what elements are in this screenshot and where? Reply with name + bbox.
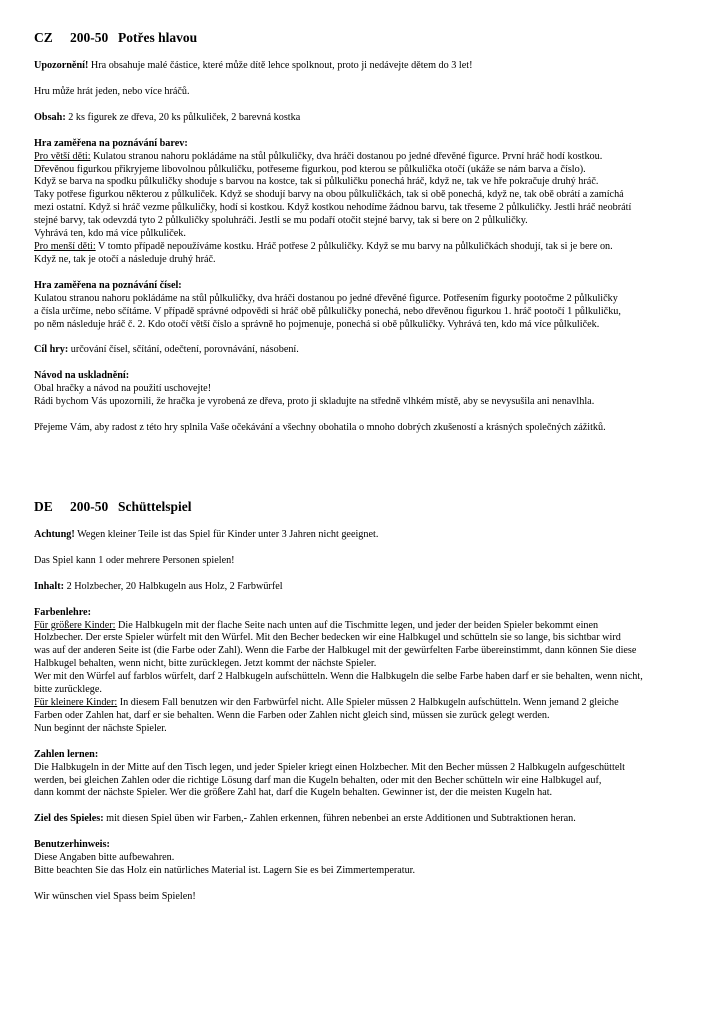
cz-colors-line: Pro větší děti: Kulatou stranou nahoru pokládáme na stůl půlkuličky, dva hráči dostanou po jedné dřevěné figurce. První hráč hodí kostkou. [34,150,603,162]
cz-warning-text: Hra obsahuje malé částice, které může dítě lehce spolknout, proto ji nedávejte dětem do 3 let! [88,60,473,71]
cz-goal-label: Cíl hry: [34,344,69,356]
de-numbers-section [34,749,694,801]
de-storage-heading: Benutzerhinweis: [34,839,110,851]
de-colors-line: Wer mit den Würfel auf farblos würfelt, darf 2 Halbkugeln aufschütteln. Wenn die Halbkugeln die selbe Farbe haben darf er sie behalten, wenn nicht, [34,671,643,683]
cz-colors-heading: Hra zaměřena na poznávání barev: [34,137,188,149]
cz-numbers-line: a čísla určíme, nebo sčítáme. V případě správné odpovědi si hráč obě půlkuličky ponechá, nebo dřevěnou figurkou 1. hráč pootočí 1 půlkuličku, [34,305,621,317]
de-colors-heading: Farbenlehre: [34,606,91,618]
de-older-label: Für größere Kinder: [34,619,116,631]
cz-warning [34,60,694,73]
cz-storage-heading: Návod na uskladnění: [34,370,130,382]
cz-colors-line: Když se barva na spodku půlkuličky shoduje s barvou na kostce, tak si půlkuličku ponechá hráč, když ne, tak ve hře pokračuje druhý hráč. [34,176,599,188]
cz-colors-section [34,138,694,267]
cz-colors-line: stejné barvy, tak odevzdá tyto 2 půlkuličky spoluhráči. Jestli se mu podaří otočit stejné barvy, tak si bere on 2 půlkuličky. [34,215,528,227]
cz-numbers-section [34,280,694,332]
document-page [34,30,694,917]
cz-younger-line: Pro menší děti: V tomto případě nepoužíváme kostku. Hráč potřese 2 půlkuličky. Když se mu barvy na půlkuličkách shodují, tak si je bere on. [34,240,613,252]
de-colors-line: bitte zurücklege. [34,684,102,696]
de-younger-line: Nun beginnt der nächste Spieler. [34,722,167,734]
de-goal [34,813,694,826]
cz-colors-line: Vyhrává ten, kdo má více půlkuliček. [34,228,186,240]
cz-goal-text: určování čísel, sčítání, odečtení, porovnávání, násobení. [68,344,299,356]
de-contents-label: Inhalt: [34,580,65,592]
cz-colors-line: mezi ostatní. Když si hráč vezme půlkuličky, hodí si kostkou. Když kostkou nehodíme žádnou barvu, tak třeseme 2 půlkuličky. Jestli hráč neobrátí [34,202,632,214]
cz-colors-line: Dřevěnou figurkou přikryjeme libovolnou půlkuličku, potřeseme figurkou, pod kterou se půlkulička otočí (ukáže se nám barva a číslo). [34,163,586,175]
cz-storage-line: Obal hračky a návod na použití uschovejte! [34,383,212,395]
de-product-number: 200-50 [70,498,109,514]
cz-closing: Přejeme Vám, aby radost z této hry splnila Vaše očekávání a všechny obohatila o mnoho dobrých zkušeností a krásných společných zážitků. [34,422,606,434]
cz-storage-line: Rádi bychom Vás upozornili, že hračka je vyrobená ze dřeva, proto ji skladujte na středně vlhkém místě, aby se nevysušila ani nenavlhla. [34,396,595,408]
cz-players: Hru může hrát jeden, nebo více hráčů. [34,85,190,97]
de-numbers-line: Die Halbkugeln in der Mitte auf den Tisch legen, und jeder Spieler kriegt einen Holzbecher. Mit den Becher müssen 2 Halbkugeln aufgeschüttelt [34,761,625,773]
cz-product-name: Potřes hlavou [118,30,198,45]
de-goal-label: Ziel des Spieles: [34,813,104,825]
de-colors-line: Für größere Kinder: Die Halbkugeln mit der flache Seite nach unten auf die Tischmitte legen, und jeder der beiden Spieler bekommt einen [34,619,599,631]
de-section-title [34,499,694,515]
section-spacer [34,448,694,499]
cz-numbers-line: Kulatou stranou nahoru pokládáme na stůl půlkuličky, dva hráči dostanou po jedné dřevěné figurce. Potřesením figurky pootočme 2 půlkuličky [34,292,618,304]
de-storage-line: Diese Angaben bitte aufbewahren. [34,852,175,864]
de-warning-text: Wegen kleiner Teile ist das Spiel für Kinder unter 3 Jahren nicht geeignet. [74,528,379,540]
cz-goal [34,344,694,357]
cz-colors-line: Taky potřese figurkou některou z půlkuliček. Když se shodují barvy na obou půlkuličkách, tak si obě ponechá, když ne, tak obě obrátí a zamíchá [34,189,624,201]
cz-product-number: 200-50 [70,30,109,45]
cz-storage-section [34,370,694,409]
cz-numbers-line: po něm následuje hráč č. 2. Kdo otočí větší číslo a správně ho pojmenuje, ponechá si obě půlkuličky. Vyhrává ten, kdo má více půlkuliček. [34,318,600,330]
de-goal-text: mit diesen Spiel üben wir Farben,- Zahlen erkennen, führen nebenbei an erste Additionen und Subtraktionen heran. [103,813,576,825]
de-younger-label: Für kleinere Kinder: [34,697,118,708]
de-colors-line: was auf der anderen Seite ist (die Farbe oder Zahl). Wenn die Farbe der Halbkugel mit der gewürfelten Farbe übereinstimmt, dann können Sie diese [34,645,637,657]
de-product-name: Schüttelspiel [118,498,192,514]
cz-older-label: Pro větší děti: [34,150,91,162]
cz-contents-text: 2 ks figurek ze dřeva, 20 ks půlkuliček, 2 barevná kostka [65,111,301,123]
cz-section [34,30,694,435]
de-warning [34,529,694,542]
cz-contents-label: Obsah: [34,111,66,123]
de-younger-line: Für kleinere Kinder: In diesem Fall benutzen wir den Farbwürfel nicht. Alle Spieler müssen 2 Halbkugeln aufschütteln. Wenn jemand 2 gleiche [34,697,619,708]
cz-language-code: CZ [34,30,53,45]
de-numbers-line: dann kommt der nächste Spieler. Wer die größere Zahl hat, darf die Kugeln behalten. Gewinner ist, der die meisten Kugeln hat. [34,787,553,799]
de-numbers-heading: Zahlen lernen: [34,748,99,760]
de-contents-text: 2 Holzbecher, 20 Halbkugeln aus Holz, 2 Farbwürfel [64,580,283,592]
de-language-code: DE [34,498,53,514]
de-contents [34,581,694,594]
de-closing: Wir wünschen viel Spass beim Spielen! [34,890,196,902]
de-colors-section [34,607,694,736]
de-younger-line: Farben oder Zahlen hat, darf er sie behalten. Wenn die Farben oder Zahlen nicht gleich sind, müssen sie zurück gelegt werden. [34,709,550,721]
cz-contents [34,112,694,125]
de-colors-line: Halbkugel behalten, wenn nicht, bitte zurücklegen. Jetzt kommt der nächste Spieler. [34,658,377,670]
cz-younger-label: Pro menší děti: [34,240,96,252]
cz-numbers-heading: Hra zaměřena na poznávání čísel: [34,279,182,291]
cz-section-title [34,30,694,46]
de-colors-line: Holzbecher. Der erste Spieler würfelt mit den Würfel. Mit den Becher bedecken wir eine Halbkugel und schütteln sie so lange, bis sichtbar wird [34,632,621,644]
de-storage-line: Bitte beachten Sie das Holz ein natürliches Material ist. Lagern Sie es bei Zimmertemperatur. [34,865,416,877]
de-section [34,499,694,904]
de-storage-section [34,839,694,878]
de-numbers-line: werden, bei gleichen Zahlen oder die richtige Lösung darf man die Kugeln behalten, oder mit den Becher schütteln wir eine Halbkugel auf, [34,774,602,786]
de-warning-label: Achtung! [34,528,75,540]
cz-younger-line: Když ne, tak je otočí a následuje druhý hráč. [34,253,216,265]
de-players: Das Spiel kann 1 oder mehrere Personen spielen! [34,554,235,566]
cz-warning-label: Upozornění! [34,60,89,71]
